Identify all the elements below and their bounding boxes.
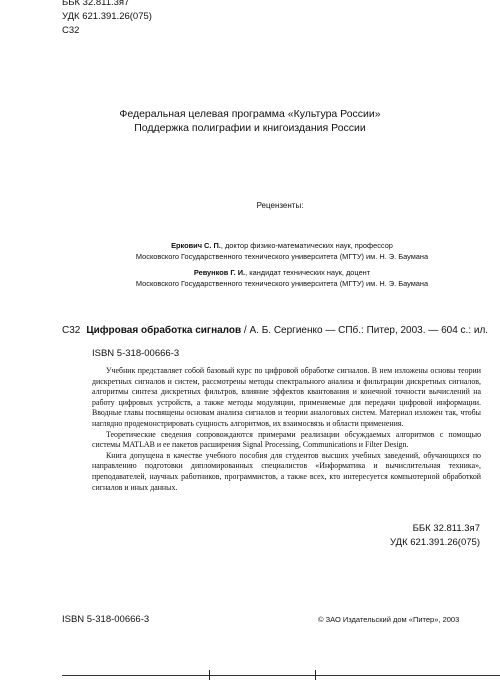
udk-code: УДК 621.391.26(075)	[62, 11, 152, 22]
catalog-entry	[62, 325, 488, 336]
reviewer-1-affiliation: Московского Государственного технического университета (МГТУ) им. Н. Э. Баумана	[135, 251, 429, 261]
catalog-code: С32	[62, 325, 81, 336]
copyright-notice: © ЗАО Издательский дом «Питер», 2003	[318, 615, 460, 624]
reviewers-heading: Рецензенты:	[256, 201, 304, 210]
federal-program	[0, 107, 500, 135]
book-abstract	[92, 366, 481, 493]
bottom-rule-tick-2	[315, 670, 316, 680]
classification-codes-bottom	[390, 522, 480, 550]
reviewer-1-name: Еркович С. П.	[171, 241, 221, 250]
book-title: Цифровая обработка сигналов	[86, 325, 242, 336]
abstract-paragraph-3: Книга допущена в качестве учебного пособия для студентов высших учебных заведений, обучающихся по направлению подготовки дипломированных специалистов «Информатика и вычислительная техника», преподавателей, научных работников, программистов, а также всех, кто интересуется компьютерной обработкой сигналов и иных данных.	[92, 450, 481, 492]
bbk-code-bottom: ББК 32.811.3я7	[412, 523, 480, 534]
catalog-details: / А. Б. Сергиенко — СПб.: Питер, 2003. — 604 с.: ил.	[241, 325, 489, 336]
abstract-paragraph-2: Теоретические сведения сопровождаются примерами реализации обсуждаемых алгоритмов с помощью системы MATLAB и ее пакетов расширения Signal Processing, Communications и Filter Design.	[92, 429, 481, 450]
bottom-rule	[62, 675, 500, 676]
classification-codes-top	[62, 0, 152, 38]
reviewer-2-name: Ревунков Г. И.	[193, 268, 246, 277]
program-line-2: Поддержка полиграфии и книгоиздания России	[134, 122, 366, 134]
author-mark: С32	[62, 25, 80, 36]
reviewer-1-title: , доктор физико-математических наук, профессор	[220, 241, 393, 250]
reviewer-2	[92, 268, 472, 289]
reviewer-2-title: , кандидат технических наук, доцент	[245, 268, 371, 277]
reviewer-1	[92, 241, 472, 262]
bbk-code: ББК 32.811.3я7	[62, 0, 130, 8]
reviewer-2-affiliation: Московского Государственного технического университета (МГТУ) им. Н. Э. Баумана	[135, 278, 429, 288]
isbn-bottom: ISBN 5-318-00666-3	[62, 614, 150, 625]
program-line-1: Федеральная целевая программа «Культура России»	[119, 108, 381, 120]
bottom-rule-tick-1	[209, 670, 210, 680]
abstract-paragraph-1: Учебник представляет собой базовый курс по цифровой обработке сигналов. В нем изложены основы теории дискретных сигналов и систем, рассмотрены методы спектрального анализа и фильтрации дискретных сигналов, алгоритмы синтеза дискретных фильтров, влияние эффектов квантования и конечной точности вычислений на работу цифровых устройств, а также методы модуляции, применяемые для передачи цифровой информации. Вводные главы посвящены основам анализа сигналов и теории аналоговых систем. Материал изложен так, чтобы наглядно продемонстрировать сущность алгоритмов, их взаимосвязь и области применения.	[92, 366, 481, 428]
isbn-top: ISBN 5-318-00666-3	[92, 348, 180, 359]
udk-code-bottom: УДК 621.391.26(075)	[390, 537, 480, 548]
